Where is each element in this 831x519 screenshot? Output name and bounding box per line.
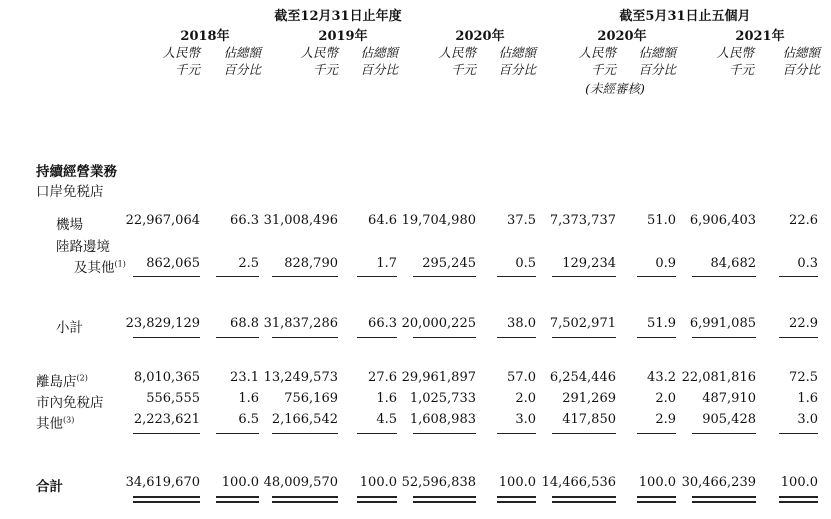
cell-subtotal-5: 38.0 bbox=[507, 316, 536, 331]
rule-after-others-5 bbox=[497, 433, 536, 434]
cell-total-4: 52,596,838 bbox=[401, 475, 476, 490]
cell-others-7: 2.9 bbox=[655, 412, 676, 427]
row-label-others: 其他$^{(3)}$ bbox=[36, 415, 75, 432]
cell-total-9: 100.0 bbox=[780, 475, 818, 490]
rule-after-subtotal-7 bbox=[637, 337, 676, 338]
cell-downtown-6: 291,269 bbox=[562, 391, 616, 406]
year-header-2020-5m: 2020年 bbox=[597, 29, 647, 44]
rule-after-others-1 bbox=[216, 433, 259, 434]
cell-offshore-island-4: 29,961,897 bbox=[401, 370, 476, 385]
rule-after-land-border-4 bbox=[413, 276, 476, 277]
cell-subtotal-8: 6,991,085 bbox=[689, 316, 756, 331]
cell-land-border-5: 0.5 bbox=[515, 256, 536, 271]
cell-land-border-7: 0.9 bbox=[655, 256, 676, 271]
cell-land-border-2: 828,790 bbox=[284, 256, 338, 271]
cell-subtotal-2: 31,837,286 bbox=[263, 316, 338, 331]
sub-header-rmb-2018: 人民幣 千元 bbox=[162, 45, 200, 77]
double-rule-bottom-4 bbox=[413, 501, 476, 503]
rule-after-subtotal-0 bbox=[133, 337, 200, 338]
rule-after-land-border-5 bbox=[497, 276, 536, 277]
rule-after-subtotal-9 bbox=[779, 337, 818, 338]
cell-downtown-5: 2.0 bbox=[515, 391, 536, 406]
cell-land-border-0: 862,065 bbox=[146, 256, 200, 271]
sub-header-rmb-2019: 人民幣 千元 bbox=[300, 45, 338, 77]
rule-after-subtotal-1 bbox=[216, 337, 259, 338]
rule-after-others-3 bbox=[357, 433, 397, 434]
double-rule-bottom-7 bbox=[637, 501, 676, 503]
cell-subtotal-6: 7,502,971 bbox=[549, 316, 616, 331]
cell-offshore-island-9: 72.5 bbox=[789, 370, 818, 385]
group-header-five-months: 截至5月31日止五個月 bbox=[619, 9, 751, 24]
cell-others-6: 417,850 bbox=[562, 412, 616, 427]
double-rule-top-3 bbox=[357, 496, 397, 498]
double-rule-top-7 bbox=[637, 496, 676, 498]
cell-downtown-1: 1.6 bbox=[238, 391, 259, 406]
section-title: 持續經營業務 bbox=[36, 164, 117, 180]
cell-land-border-1: 2.5 bbox=[238, 256, 259, 271]
cell-others-0: 2,223,621 bbox=[133, 412, 200, 427]
cell-subtotal-4: 20,000,225 bbox=[401, 316, 476, 331]
double-rule-top-6 bbox=[552, 496, 616, 498]
cell-others-1: 6.5 bbox=[238, 412, 259, 427]
row-label-land-border-line2: 及其他$^{(1)}$ bbox=[74, 259, 126, 276]
double-rule-top-5 bbox=[497, 496, 536, 498]
cell-land-border-9: 0.3 bbox=[797, 256, 818, 271]
double-rule-bottom-8 bbox=[692, 501, 756, 503]
cell-airport-0: 22,967,064 bbox=[125, 213, 200, 228]
double-rule-bottom-2 bbox=[272, 501, 338, 503]
cell-offshore-island-0: 8,010,365 bbox=[133, 370, 200, 385]
year-header-2020: 2020年 bbox=[455, 29, 505, 44]
cell-total-5: 100.0 bbox=[498, 475, 536, 490]
cell-airport-6: 7,373,737 bbox=[549, 213, 616, 228]
rule-after-others-2 bbox=[272, 433, 338, 434]
cell-airport-7: 51.0 bbox=[647, 213, 676, 228]
cell-downtown-4: 1,025,733 bbox=[409, 391, 476, 406]
year-header-2018: 2018年 bbox=[180, 29, 230, 44]
cell-total-7: 100.0 bbox=[638, 475, 676, 490]
cell-offshore-island-1: 23.1 bbox=[230, 370, 259, 385]
cell-others-9: 3.0 bbox=[797, 412, 818, 427]
rule-after-subtotal-8 bbox=[692, 337, 756, 338]
double-rule-bottom-0 bbox=[133, 501, 200, 503]
cell-total-0: 34,619,670 bbox=[125, 475, 200, 490]
cell-land-border-4: 295,245 bbox=[422, 256, 476, 271]
rule-after-subtotal-4 bbox=[413, 337, 476, 338]
rule-after-others-8 bbox=[692, 433, 756, 434]
cell-offshore-island-8: 22,081,816 bbox=[681, 370, 756, 385]
rule-after-others-9 bbox=[779, 433, 818, 434]
cell-subtotal-0: 23,829,129 bbox=[125, 316, 200, 331]
cell-airport-9: 22.6 bbox=[789, 213, 818, 228]
unaudited-note: (未經審核) bbox=[585, 81, 645, 96]
rule-after-land-border-0 bbox=[133, 276, 200, 277]
row-label-land-border-line1: 陸路邊境 bbox=[56, 239, 110, 255]
rule-after-land-border-3 bbox=[357, 276, 397, 277]
rule-after-subtotal-2 bbox=[272, 337, 338, 338]
cell-offshore-island-3: 27.6 bbox=[368, 370, 397, 385]
rule-after-others-0 bbox=[133, 433, 200, 434]
cell-downtown-8: 487,910 bbox=[702, 391, 756, 406]
row-label-downtown: 市內免稅店 bbox=[36, 395, 104, 411]
cell-downtown-0: 556,555 bbox=[146, 391, 200, 406]
cell-offshore-island-6: 6,254,446 bbox=[549, 370, 616, 385]
sub-header-pct-2019: 佔總額 百分比 bbox=[360, 45, 398, 77]
double-rule-bottom-6 bbox=[552, 501, 616, 503]
rule-after-land-border-1 bbox=[216, 276, 259, 277]
cell-airport-3: 64.6 bbox=[368, 213, 397, 228]
cell-total-1: 100.0 bbox=[221, 475, 259, 490]
rule-after-others-6 bbox=[552, 433, 616, 434]
cell-land-border-8: 84,682 bbox=[710, 256, 756, 271]
rule-after-others-7 bbox=[637, 433, 676, 434]
year-header-2021-5m: 2021年 bbox=[735, 29, 785, 44]
cell-downtown-7: 2.0 bbox=[655, 391, 676, 406]
double-rule-top-4 bbox=[413, 496, 476, 498]
double-rule-bottom-5 bbox=[497, 501, 536, 503]
sub-header-pct-2018: 佔總額 百分比 bbox=[223, 45, 261, 77]
double-rule-top-0 bbox=[133, 496, 200, 498]
group-header-fiscal-year: 截至12月31日止年度 bbox=[274, 9, 402, 24]
sub-header-rmb-2021-5m: 人民幣 千元 bbox=[716, 45, 754, 77]
row-label-airport: 機場 bbox=[56, 217, 83, 233]
cell-land-border-6: 129,234 bbox=[562, 256, 616, 271]
double-rule-bottom-9 bbox=[779, 501, 818, 503]
sub-header-pct-2021-5m: 佔總額 百分比 bbox=[782, 45, 820, 77]
cell-others-3: 4.5 bbox=[376, 412, 397, 427]
row-label-total: 合計 bbox=[36, 479, 63, 495]
double-rule-top-2 bbox=[272, 496, 338, 498]
double-rule-top-9 bbox=[779, 496, 818, 498]
cell-subtotal-9: 22.9 bbox=[789, 316, 818, 331]
cell-total-6: 14,466,536 bbox=[541, 475, 616, 490]
cell-others-2: 2,166,542 bbox=[271, 412, 338, 427]
rule-after-land-border-8 bbox=[692, 276, 756, 277]
cell-others-5: 3.0 bbox=[515, 412, 536, 427]
rule-after-land-border-9 bbox=[779, 276, 818, 277]
cell-total-3: 100.0 bbox=[359, 475, 397, 490]
double-rule-bottom-3 bbox=[357, 501, 397, 503]
row-label-offshore-island: 離島店$^{(2)}$ bbox=[36, 373, 88, 390]
cell-others-4: 1,608,983 bbox=[409, 412, 476, 427]
rule-after-subtotal-3 bbox=[357, 337, 397, 338]
rule-after-subtotal-6 bbox=[552, 337, 616, 338]
sub-header-rmb-2020: 人民幣 千元 bbox=[438, 45, 476, 77]
port-store-label: 口岸免税店 bbox=[36, 184, 104, 200]
rule-after-land-border-2 bbox=[272, 276, 338, 277]
rule-after-land-border-7 bbox=[637, 276, 676, 277]
cell-airport-8: 6,906,403 bbox=[689, 213, 756, 228]
cell-total-8: 30,466,239 bbox=[681, 475, 756, 490]
cell-airport-2: 31,008,496 bbox=[263, 213, 338, 228]
sub-header-pct-2020: 佔總額 百分比 bbox=[498, 45, 536, 77]
cell-total-2: 48,009,570 bbox=[263, 475, 338, 490]
cell-downtown-9: 1.6 bbox=[797, 391, 818, 406]
double-rule-top-8 bbox=[692, 496, 756, 498]
cell-others-8: 905,428 bbox=[702, 412, 756, 427]
sub-header-rmb-2020-5m: 人民幣 千元 bbox=[578, 45, 616, 77]
cell-downtown-2: 756,169 bbox=[284, 391, 338, 406]
row-label-subtotal: 小計 bbox=[56, 320, 83, 336]
rule-after-subtotal-5 bbox=[497, 337, 536, 338]
cell-downtown-3: 1.6 bbox=[376, 391, 397, 406]
year-header-2019: 2019年 bbox=[318, 29, 368, 44]
cell-airport-4: 19,704,980 bbox=[401, 213, 476, 228]
cell-airport-5: 37.5 bbox=[507, 213, 536, 228]
double-rule-top-1 bbox=[216, 496, 259, 498]
rule-after-others-4 bbox=[413, 433, 476, 434]
cell-offshore-island-5: 57.0 bbox=[507, 370, 536, 385]
cell-subtotal-1: 68.8 bbox=[230, 316, 259, 331]
cell-subtotal-3: 66.3 bbox=[368, 316, 397, 331]
cell-offshore-island-7: 43.2 bbox=[647, 370, 676, 385]
rule-after-land-border-6 bbox=[552, 276, 616, 277]
cell-subtotal-7: 51.9 bbox=[647, 316, 676, 331]
cell-land-border-3: 1.7 bbox=[376, 256, 397, 271]
double-rule-bottom-1 bbox=[216, 501, 259, 503]
cell-airport-1: 66.3 bbox=[230, 213, 259, 228]
cell-offshore-island-2: 13,249,573 bbox=[263, 370, 338, 385]
sub-header-pct-2020-5m: 佔總額 百分比 bbox=[638, 45, 676, 77]
